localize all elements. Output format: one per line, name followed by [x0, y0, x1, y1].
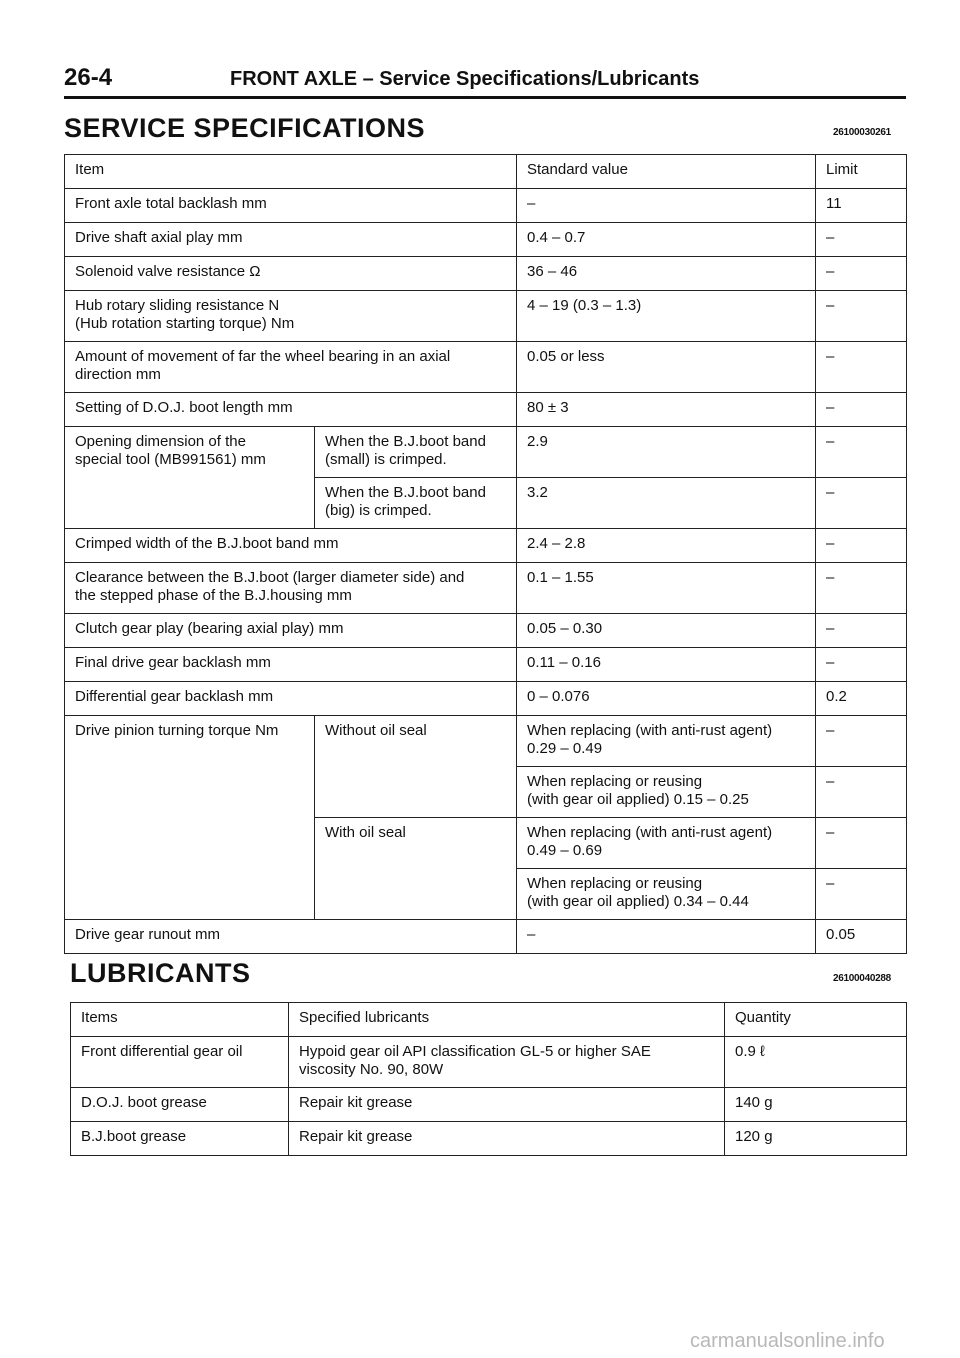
- watermark-text: carmanualsonline.info: [690, 1330, 885, 1352]
- item-cell: Solenoid valve resistance Ω: [65, 257, 517, 291]
- table-row: [65, 393, 907, 427]
- item-cell: Clutch gear play (bearing axial play) mm: [65, 614, 517, 648]
- standard-value-cell: 2.4 – 2.8: [517, 529, 816, 563]
- item-cell: Drive shaft axial play mm: [65, 223, 517, 257]
- table-row: [71, 1088, 907, 1122]
- standard-value-cell: [517, 767, 816, 818]
- table-row: [65, 223, 907, 257]
- service-specifications-table: [64, 154, 907, 954]
- condition-line-1: When the B.J.boot band: [325, 433, 486, 450]
- page-header: [64, 62, 906, 99]
- condition-cell: With oil seal: [315, 818, 517, 920]
- standard-value-cell: [517, 716, 816, 767]
- standard-value-cell: 2.9: [517, 427, 816, 478]
- item-line-2: direction mm: [75, 366, 161, 383]
- header-quantity: Quantity: [725, 1003, 907, 1037]
- limit-cell: –: [816, 716, 907, 767]
- item-cell: Front axle total backlash mm: [65, 189, 517, 223]
- condition-cell: [315, 427, 517, 478]
- table-row: [65, 291, 907, 342]
- condition-line-1: When the B.J.boot band: [325, 484, 486, 501]
- item-line-1: Clearance between the B.J.boot (larger diameter side) and: [75, 569, 465, 586]
- standard-line-2: 0.29 – 0.49: [527, 740, 603, 757]
- standard-value-cell: 0 – 0.076: [517, 682, 816, 716]
- limit-cell: 11: [816, 189, 907, 223]
- standard-value-cell: [517, 818, 816, 869]
- limit-cell: –: [816, 767, 907, 818]
- table-row: [65, 920, 907, 954]
- limit-cell: –: [816, 529, 907, 563]
- lubricant-line-1: Hypoid gear oil API classification GL-5 or higher SAE: [299, 1043, 651, 1060]
- lubricants-code: 26100040288: [833, 973, 891, 984]
- table-row: [71, 1122, 907, 1156]
- item-cell: Setting of D.O.J. boot length mm: [65, 393, 517, 427]
- header-item: Item: [65, 155, 517, 189]
- standard-value-cell: 80 ± 3: [517, 393, 816, 427]
- lubricants-table: [70, 1002, 907, 1156]
- lubricant-line-2: viscosity No. 90, 80W: [299, 1061, 444, 1078]
- table-header-row: [65, 155, 907, 189]
- service-specifications-title: SERVICE SPECIFICATIONS: [64, 113, 426, 143]
- standard-value-cell: 0.05 – 0.30: [517, 614, 816, 648]
- page-number: 26-4: [64, 64, 113, 91]
- standard-value-cell: 36 – 46: [517, 257, 816, 291]
- table-row: [65, 257, 907, 291]
- table-row: [65, 716, 907, 767]
- standard-value-cell: –: [517, 920, 816, 954]
- table-row: [65, 427, 907, 478]
- standard-line-2: (with gear oil applied) 0.15 – 0.25: [527, 791, 749, 808]
- item-cell: [65, 342, 517, 393]
- limit-cell: 0.2: [816, 682, 907, 716]
- limit-cell: –: [816, 257, 907, 291]
- condition-line-2: (big) is crimped.: [325, 502, 432, 519]
- item-cell: Crimped width of the B.J.boot band mm: [65, 529, 517, 563]
- standard-line-1: When replacing (with anti-rust agent): [527, 722, 773, 739]
- condition-cell: [315, 478, 517, 529]
- item-line-2: (Hub rotation starting torque) Nm: [75, 315, 295, 332]
- item-cell: Final drive gear backlash mm: [65, 648, 517, 682]
- quantity-cell: 0.9 ℓ: [725, 1037, 907, 1088]
- standard-value-cell: 0.05 or less: [517, 342, 816, 393]
- service-specifications-code: 26100030261: [833, 127, 891, 138]
- table-header-row: [71, 1003, 907, 1037]
- limit-cell: –: [816, 563, 907, 614]
- limit-cell: –: [816, 427, 907, 478]
- lubricants-title: LUBRICANTS: [70, 958, 251, 988]
- standard-value-cell: 0.4 – 0.7: [517, 223, 816, 257]
- table-row: [65, 682, 907, 716]
- standard-line-1: When replacing (with anti-rust agent): [527, 824, 773, 841]
- limit-cell: –: [816, 342, 907, 393]
- standard-value-cell: 3.2: [517, 478, 816, 529]
- lubricant-cell: Repair kit grease: [289, 1122, 725, 1156]
- condition-cell: Without oil seal: [315, 716, 517, 818]
- standard-value-cell: –: [517, 189, 816, 223]
- standard-value-cell: 4 – 19 (0.3 – 1.3): [517, 291, 816, 342]
- limit-cell: –: [816, 291, 907, 342]
- limit-cell: –: [816, 223, 907, 257]
- item-line-1: Amount of movement of far the wheel bearing in an axial: [75, 348, 451, 365]
- lubricant-cell: Repair kit grease: [289, 1088, 725, 1122]
- item-cell: Drive pinion turning torque Nm: [65, 716, 315, 920]
- lubricant-cell: [289, 1037, 725, 1088]
- limit-cell: –: [816, 614, 907, 648]
- item-cell: [65, 291, 517, 342]
- item-cell: Differential gear backlash mm: [65, 682, 517, 716]
- limit-cell: –: [816, 648, 907, 682]
- item-cell: Front differential gear oil: [71, 1037, 289, 1088]
- item-line-2: the stepped phase of the B.J.housing mm: [75, 587, 352, 604]
- table-row: [65, 529, 907, 563]
- limit-cell: 0.05: [816, 920, 907, 954]
- standard-line-1: When replacing or reusing: [527, 875, 703, 892]
- header-specified-lubricants: Specified lubricants: [289, 1003, 725, 1037]
- item-line-1: Opening dimension of the: [75, 433, 246, 450]
- header-limit: Limit: [816, 155, 907, 189]
- table-row: [65, 342, 907, 393]
- table-row: [65, 189, 907, 223]
- limit-cell: –: [816, 393, 907, 427]
- limit-cell: –: [816, 818, 907, 869]
- limit-cell: –: [816, 478, 907, 529]
- standard-value-cell: 0.1 – 1.55: [517, 563, 816, 614]
- item-cell: Drive gear runout mm: [65, 920, 517, 954]
- table-row: [65, 563, 907, 614]
- standard-value-cell: 0.11 – 0.16: [517, 648, 816, 682]
- header-standard-value: Standard value: [517, 155, 816, 189]
- table-row: [71, 1037, 907, 1088]
- standard-line-2: 0.49 – 0.69: [527, 842, 603, 859]
- running-title: FRONT AXLE – Service Specifications/Lubricants: [230, 68, 700, 90]
- item-cell: D.O.J. boot grease: [71, 1088, 289, 1122]
- item-cell: [65, 563, 517, 614]
- table-row: [65, 648, 907, 682]
- table-row: [65, 614, 907, 648]
- condition-line-2: (small) is crimped.: [325, 451, 447, 468]
- item-line-2: special tool (MB991561) mm: [75, 451, 266, 468]
- standard-line-1: When replacing or reusing: [527, 773, 703, 790]
- item-line-1: Hub rotary sliding resistance N: [75, 297, 280, 314]
- header-items: Items: [71, 1003, 289, 1037]
- limit-cell: –: [816, 869, 907, 920]
- item-cell: [65, 427, 315, 529]
- quantity-cell: 120 g: [725, 1122, 907, 1156]
- standard-line-2: (with gear oil applied) 0.34 – 0.44: [527, 893, 749, 910]
- quantity-cell: 140 g: [725, 1088, 907, 1122]
- standard-value-cell: [517, 869, 816, 920]
- item-cell: B.J.boot grease: [71, 1122, 289, 1156]
